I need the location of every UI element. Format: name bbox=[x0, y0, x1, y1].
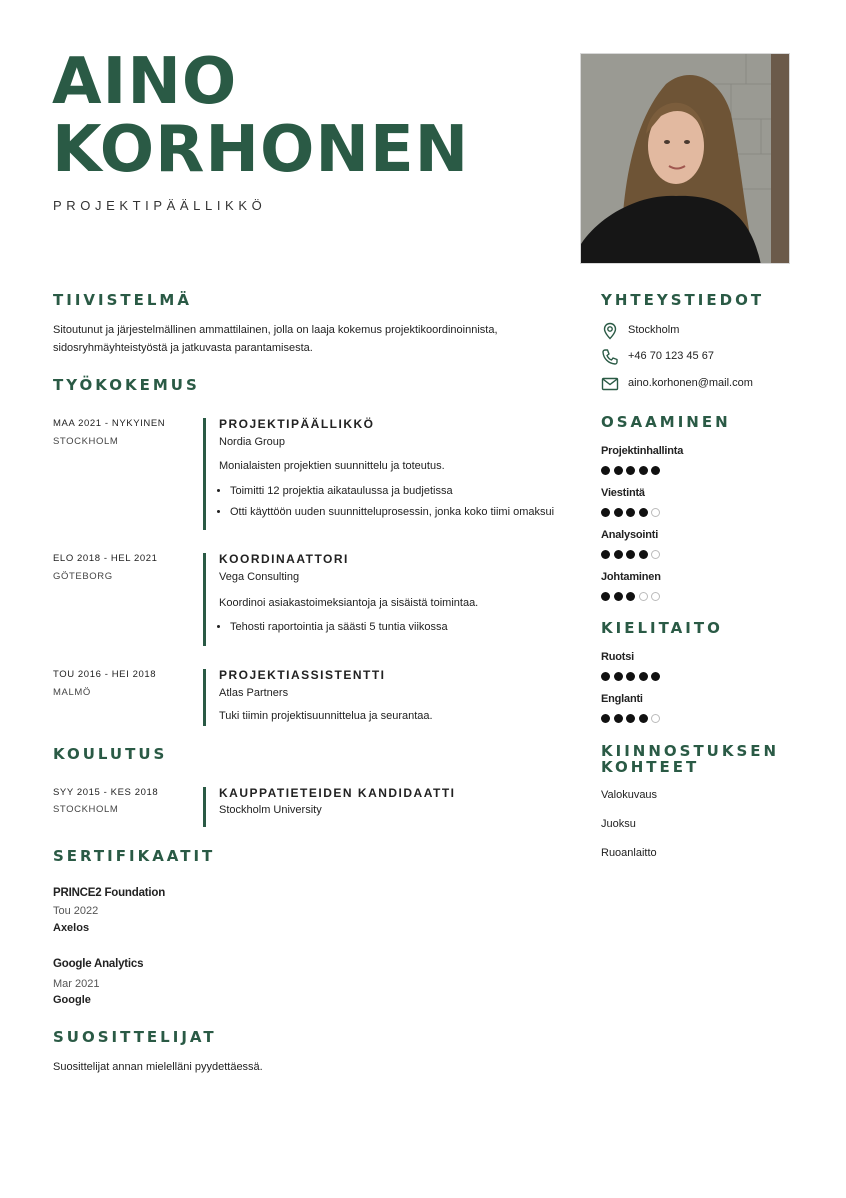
summary-line-2: sidosryhmäyhteistyöstä ja jatkuvasta parantamisesta. bbox=[53, 342, 313, 354]
job-bullets bbox=[219, 617, 448, 638]
rating-dot-empty bbox=[651, 592, 660, 601]
job-title: PROJEKTIPÄÄLLIKKÖ bbox=[219, 417, 375, 431]
certificate-name: Google Analytics bbox=[53, 958, 144, 970]
rating-dot-filled bbox=[626, 550, 635, 559]
last-name: KORHONEN bbox=[52, 113, 470, 187]
degree-title: KAUPPATIETEIDEN KANDIDAATTI bbox=[219, 786, 456, 800]
rating-dot-filled bbox=[601, 550, 610, 559]
rating-dot-filled bbox=[601, 466, 610, 475]
job-bullets bbox=[219, 481, 554, 523]
job-title: PROJEKTIASSISTENTTI bbox=[219, 668, 386, 682]
education-dates: SYY 2015 - KES 2018 bbox=[53, 787, 159, 798]
rating-dot-filled bbox=[614, 550, 623, 559]
interests-heading bbox=[601, 743, 779, 775]
rating-dot-filled bbox=[651, 672, 660, 681]
job-location: MALMÖ bbox=[53, 687, 91, 698]
rating-dot-filled bbox=[639, 466, 648, 475]
email-text: aino.korhonen@mail.com bbox=[628, 377, 753, 389]
certificate-issuer: Axelos bbox=[53, 922, 90, 934]
education-heading: KOULUTUS bbox=[53, 745, 168, 763]
interest-item: Juoksu bbox=[601, 818, 636, 830]
certificate-name: PRINCE2 Foundation bbox=[53, 887, 166, 899]
school-name: Stockholm University bbox=[219, 804, 322, 816]
skill-item bbox=[601, 445, 801, 474]
skill-item bbox=[601, 487, 801, 516]
job-dates: MAA 2021 - NYKYINEN bbox=[53, 418, 166, 429]
contact-heading: YHTEYSTIEDOT bbox=[601, 291, 765, 309]
phone-icon bbox=[601, 348, 619, 366]
interest-item: Valokuvaus bbox=[601, 789, 658, 801]
skill-rating bbox=[601, 462, 801, 474]
skill-label: Viestintä bbox=[601, 487, 645, 499]
rating-dot-filled bbox=[651, 466, 660, 475]
rating-dot-filled bbox=[639, 550, 648, 559]
skills-heading: OSAAMINEN bbox=[601, 413, 731, 431]
education-location: STOCKHOLM bbox=[53, 804, 119, 815]
rating-dot-filled bbox=[601, 592, 610, 601]
job-bullet: • Toimitti 12 projektia aikataulussa ja budjetissa bbox=[230, 481, 554, 502]
location-text: Stockholm bbox=[628, 324, 680, 336]
location-pin-icon bbox=[601, 322, 619, 340]
experience-entry-3 bbox=[53, 669, 573, 726]
job-title: KOORDINAATTORI bbox=[219, 552, 349, 566]
rating-dot-filled bbox=[626, 714, 635, 723]
rating-dot-filled bbox=[601, 714, 610, 723]
interests-heading-line-2: KOHTEET bbox=[601, 758, 700, 776]
timeline-bar bbox=[203, 669, 206, 726]
phone-text: +46 70 123 45 67 bbox=[628, 350, 714, 362]
rating-dot-filled bbox=[614, 508, 623, 517]
experience-entry-2 bbox=[53, 553, 573, 646]
rating-dot-empty bbox=[651, 550, 660, 559]
job-description: Monialaisten projektien suunnittelu ja toteutus. bbox=[219, 460, 445, 472]
job-bullet: • Otti käyttöön uuden suunnitteluprosessin, jonka koko tiimi omaksui bbox=[230, 502, 554, 523]
rating-dot-filled bbox=[639, 508, 648, 517]
rating-dot-filled bbox=[626, 508, 635, 517]
certificate-issuer: Google bbox=[53, 994, 91, 1006]
job-bullet: • Tehosti raportointia ja säästi 5 tuntia viikossa bbox=[230, 617, 448, 638]
certificate-date: Tou 2022 bbox=[53, 905, 99, 917]
rating-dot-filled bbox=[601, 672, 610, 681]
rating-dot-filled bbox=[639, 672, 648, 681]
references-text: Suosittelijat annan mielelläni pyydettäessä. bbox=[53, 1061, 263, 1073]
mail-icon bbox=[601, 375, 619, 393]
education-entry bbox=[53, 787, 573, 827]
language-item bbox=[601, 651, 801, 680]
timeline-bar bbox=[203, 418, 206, 530]
interests-heading-line-1: KIINNOSTUKSEN bbox=[601, 742, 780, 760]
interest-item: Ruoanlaitto bbox=[601, 847, 657, 859]
language-rating bbox=[601, 668, 801, 680]
experience-entry-1 bbox=[53, 418, 573, 530]
skill-rating bbox=[601, 546, 801, 558]
rating-dot-filled bbox=[614, 672, 623, 681]
rating-dot-empty bbox=[639, 592, 648, 601]
rating-dot-empty bbox=[651, 714, 660, 723]
language-label: Englanti bbox=[601, 693, 643, 705]
job-location: STOCKHOLM bbox=[53, 436, 119, 447]
rating-dot-filled bbox=[614, 466, 623, 475]
profile-photo bbox=[580, 53, 790, 264]
rating-dot-filled bbox=[626, 672, 635, 681]
rating-dot-filled bbox=[614, 714, 623, 723]
certificates-heading: SERTIFIKAATIT bbox=[53, 847, 216, 865]
rating-dot-filled bbox=[601, 508, 610, 517]
language-label: Ruotsi bbox=[601, 651, 635, 663]
summary-text bbox=[53, 321, 573, 357]
timeline-bar bbox=[203, 787, 206, 827]
references-heading: SUOSITTELIJAT bbox=[53, 1028, 217, 1046]
skill-rating bbox=[601, 588, 801, 600]
first-name: AINO bbox=[52, 45, 238, 119]
skill-rating bbox=[601, 504, 801, 516]
experience-heading: TYÖKOKEMUS bbox=[53, 376, 200, 394]
language-rating bbox=[601, 710, 801, 722]
summary-heading: TIIVISTELMÄ bbox=[53, 291, 192, 309]
job-dates: TOU 2016 - HEI 2018 bbox=[53, 669, 157, 680]
rating-dot-filled bbox=[639, 714, 648, 723]
job-description: Koordinoi asiakastoimeksiantoja ja sisäistä toimintaa. bbox=[219, 597, 479, 609]
skill-label: Projektinhallinta bbox=[601, 445, 684, 457]
job-company: Vega Consulting bbox=[219, 571, 300, 583]
rating-dot-empty bbox=[651, 508, 660, 517]
job-role: PROJEKTIPÄÄLLIKKÖ bbox=[53, 198, 267, 213]
certificate-date: Mar 2021 bbox=[53, 978, 100, 990]
rating-dot-filled bbox=[614, 592, 623, 601]
rating-dot-filled bbox=[626, 466, 635, 475]
job-description: Tuki tiimin projektisuunnittelua ja seurantaa. bbox=[219, 710, 433, 722]
skill-item bbox=[601, 529, 801, 558]
summary-line-1: Sitoutunut ja järjestelmällinen ammattilainen, jolla on laaja kokemus projektikoordinoinnista, bbox=[53, 324, 498, 336]
job-company: Atlas Partners bbox=[219, 687, 289, 699]
skill-item bbox=[601, 571, 801, 600]
candidate-name bbox=[52, 45, 470, 187]
skill-label: Analysointi bbox=[601, 529, 659, 541]
timeline-bar bbox=[203, 553, 206, 646]
rating-dot-filled bbox=[626, 592, 635, 601]
job-dates: ELO 2018 - HEL 2021 bbox=[53, 553, 158, 564]
job-location: GÖTEBORG bbox=[53, 571, 113, 582]
language-item bbox=[601, 693, 801, 722]
languages-heading: KIELITAITO bbox=[601, 619, 723, 637]
skill-label: Johtaminen bbox=[601, 571, 661, 583]
job-company: Nordia Group bbox=[219, 436, 286, 448]
